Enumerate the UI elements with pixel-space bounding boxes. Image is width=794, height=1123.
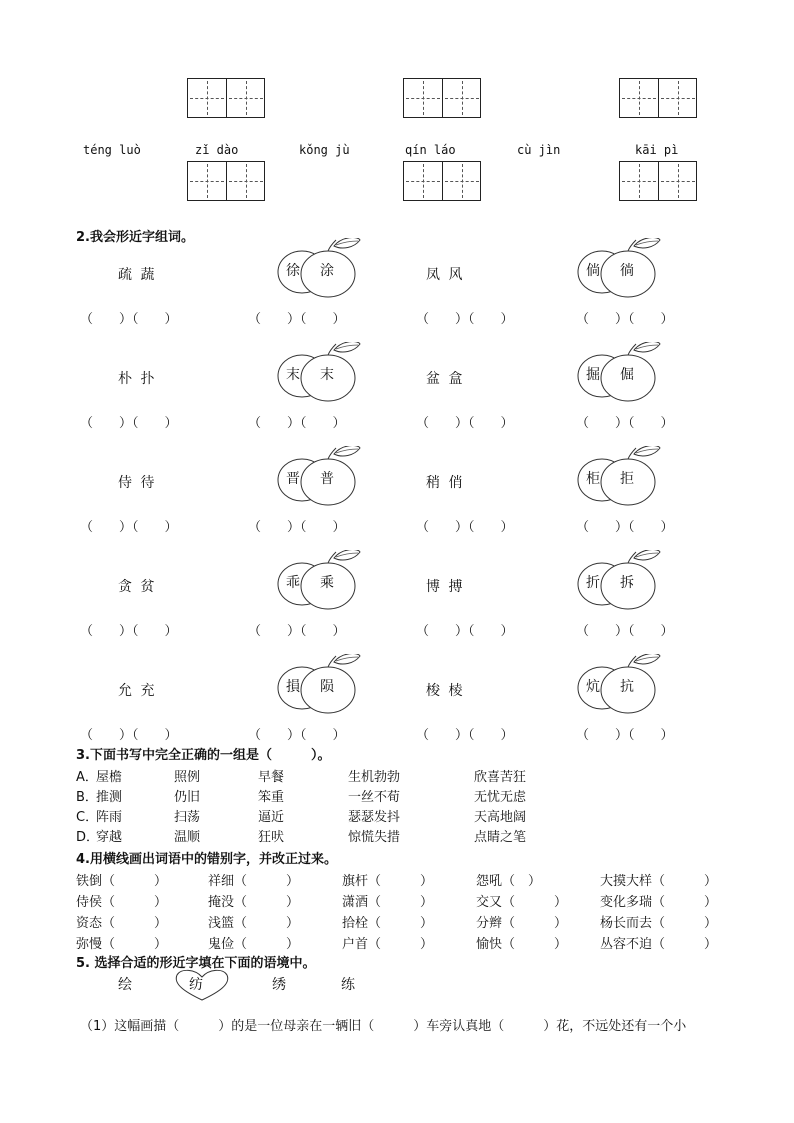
pinyin: qín láo	[405, 143, 456, 157]
char-pair: 凤 风	[426, 267, 465, 283]
option-word: 仍旧	[174, 790, 201, 805]
option-word: 点睛之笔	[474, 830, 527, 845]
correction-item: 丛容不迫（ ）	[600, 937, 718, 952]
option-label: B．	[76, 790, 98, 805]
writing-grid	[187, 161, 265, 201]
char-pair: 允 充	[118, 683, 157, 699]
option-word: 欣喜苦狂	[474, 770, 527, 785]
answer-blank: （ ）（ ）	[576, 728, 674, 743]
correction-item: 大摸大样（ ）	[600, 874, 718, 889]
apple-char-pair	[276, 654, 366, 714]
apple-char-pair	[276, 238, 366, 298]
option-word: 一丝不荀	[348, 790, 401, 805]
option-word: 照例	[174, 770, 201, 785]
correction-item: 旗杆（ ）	[342, 874, 434, 889]
choice-char: 绣	[272, 977, 288, 993]
pinyin: zǐ dào	[195, 143, 239, 157]
section-5-title: 5. 选择合适的形近字填在下面的语境中。	[76, 956, 316, 971]
apple-char: 晋	[286, 471, 300, 487]
correction-item: 拾栓（ ）	[342, 916, 434, 931]
answer-blank: （ ）（ ）	[416, 624, 514, 639]
correction-item: 铁倒（ ）	[76, 874, 168, 889]
correction-item: 变化多瑞（ ）	[600, 895, 718, 910]
writing-grid	[403, 161, 481, 201]
pinyin: téng luò	[83, 143, 141, 157]
option-word: 逼近	[258, 810, 285, 825]
section-3-title: 3.下面书写中完全正确的一组是（ ）。	[76, 748, 331, 763]
answer-blank: （ ）（ ）	[80, 520, 178, 535]
char-pair: 疏 蔬	[118, 267, 157, 283]
apple-char: 掘	[586, 367, 600, 383]
apple-char: 徐	[286, 263, 300, 279]
apple-char-pair	[576, 342, 666, 402]
answer-blank: （ ）（ ）	[248, 416, 346, 431]
pinyin: kāi pì	[635, 143, 679, 157]
answer-blank: （ ）（ ）	[80, 624, 178, 639]
option-word: 推测	[96, 790, 123, 805]
answer-blank: （ ）（ ）	[80, 416, 178, 431]
option-word: 无忧无虑	[474, 790, 527, 805]
apple-char: 炕	[586, 679, 600, 695]
choice-char: 练	[341, 977, 357, 993]
pinyin: kǒng jù	[299, 143, 350, 157]
apple-char-pair	[276, 446, 366, 506]
writing-grid	[403, 78, 481, 118]
apple-char: 拒	[620, 471, 634, 487]
correction-item: 掩没（ ）	[208, 895, 300, 910]
answer-blank: （ ）（ ）	[576, 416, 674, 431]
correction-item: 愉快（ ）	[476, 937, 568, 952]
apple-char: 柜	[586, 471, 600, 487]
option-word: 阵雨	[96, 810, 123, 825]
option-label: A．	[76, 770, 98, 785]
answer-blank: （ ）（ ）	[80, 728, 178, 743]
answer-blank: （ ）（ ）	[248, 520, 346, 535]
option-word: 狂吠	[258, 830, 285, 845]
apple-char: 末	[320, 367, 334, 383]
answer-blank: （ ）（ ）	[416, 728, 514, 743]
option-word: 穿越	[96, 830, 123, 845]
section-4-title: 4.用横线画出词语中的错别字，并改正过来。	[76, 852, 337, 867]
correction-item: 祥细（ ）	[208, 874, 300, 889]
answer-blank: （ ）（ ）	[416, 416, 514, 431]
section-2-title: 2.我会形近字组词。	[76, 230, 194, 245]
char-pair: 盆 盒	[426, 371, 465, 387]
answer-blank: （ ）（ ）	[248, 728, 346, 743]
apple-char: 抗	[620, 679, 634, 695]
answer-blank: （ ）（ ）	[576, 312, 674, 327]
apple-char-pair	[276, 342, 366, 402]
choice-char: 纺	[189, 977, 205, 993]
apple-char: 損	[286, 679, 300, 695]
apple-char: 普	[320, 471, 334, 487]
apple-char-pair	[576, 238, 666, 298]
char-pair: 贪 贫	[118, 579, 157, 595]
answer-blank: （ ）（ ）	[576, 520, 674, 535]
correction-item: 户首（ ）	[342, 937, 434, 952]
option-word: 笨重	[258, 790, 285, 805]
answer-blank: （ ）（ ）	[416, 520, 514, 535]
answer-blank: （ ）（ ）	[416, 312, 514, 327]
apple-char-pair	[276, 550, 366, 610]
option-label: D．	[76, 830, 100, 845]
char-pair: 梭 棱	[426, 683, 465, 699]
correction-item: 杨长而去（ ）	[600, 916, 718, 931]
answer-blank: （ ）（ ）	[576, 624, 674, 639]
choice-char: 绘	[118, 977, 134, 993]
pinyin: cù jìn	[517, 143, 561, 157]
apple-char: 倘	[586, 263, 600, 279]
apple-char-pair	[576, 654, 666, 714]
correction-item: 潇酒（ ）	[342, 895, 434, 910]
option-word: 屋檐	[96, 770, 123, 785]
option-word: 扫荡	[174, 810, 201, 825]
option-word: 生机勃勃	[348, 770, 401, 785]
option-word: 惊慌失措	[348, 830, 401, 845]
writing-grid	[619, 78, 697, 118]
correction-item: 鬼俭（ ）	[208, 937, 300, 952]
correction-item: 交又（ ）	[476, 895, 568, 910]
correction-item: 分辫（ ）	[476, 916, 568, 931]
option-word: 温顺	[174, 830, 201, 845]
apple-char: 徜	[620, 263, 634, 279]
apple-char: 陨	[320, 679, 334, 695]
char-pair: 侍 待	[118, 475, 157, 491]
apple-char: 涂	[320, 263, 334, 279]
option-word: 瑟瑟发抖	[348, 810, 401, 825]
apple-char-pair	[576, 550, 666, 610]
option-word: 天高地阔	[474, 810, 527, 825]
apple-char-pair	[576, 446, 666, 506]
writing-grid	[187, 78, 265, 118]
correction-item: 弥慢（ ）	[76, 937, 168, 952]
answer-blank: （ ）（ ）	[248, 624, 346, 639]
char-pair: 稍 俏	[426, 475, 465, 491]
apple-char: 乘	[320, 575, 334, 591]
correction-item: 资态（ ）	[76, 916, 168, 931]
apple-char: 拆	[620, 575, 634, 591]
correction-item: 侍侯（ ）	[76, 895, 168, 910]
apple-char: 倔	[620, 367, 634, 383]
char-pair: 博 搏	[426, 579, 465, 595]
sentence-1: （1）这幅画描（ ）的是一位母亲在一辆旧（ ）车旁认真地（ ）花，不远处还有一个小	[80, 1019, 687, 1034]
answer-blank: （ ）（ ）	[80, 312, 178, 327]
apple-char: 末	[286, 367, 300, 383]
apple-char: 乖	[286, 575, 300, 591]
char-pair: 朴 扑	[118, 371, 157, 387]
writing-grid	[619, 161, 697, 201]
option-word: 早餐	[258, 770, 285, 785]
apple-char: 折	[586, 575, 600, 591]
correction-item: 浅篮（ ）	[208, 916, 300, 931]
option-label: C．	[76, 810, 99, 825]
correction-item: 怨吼（ ）	[476, 874, 542, 889]
answer-blank: （ ）（ ）	[248, 312, 346, 327]
